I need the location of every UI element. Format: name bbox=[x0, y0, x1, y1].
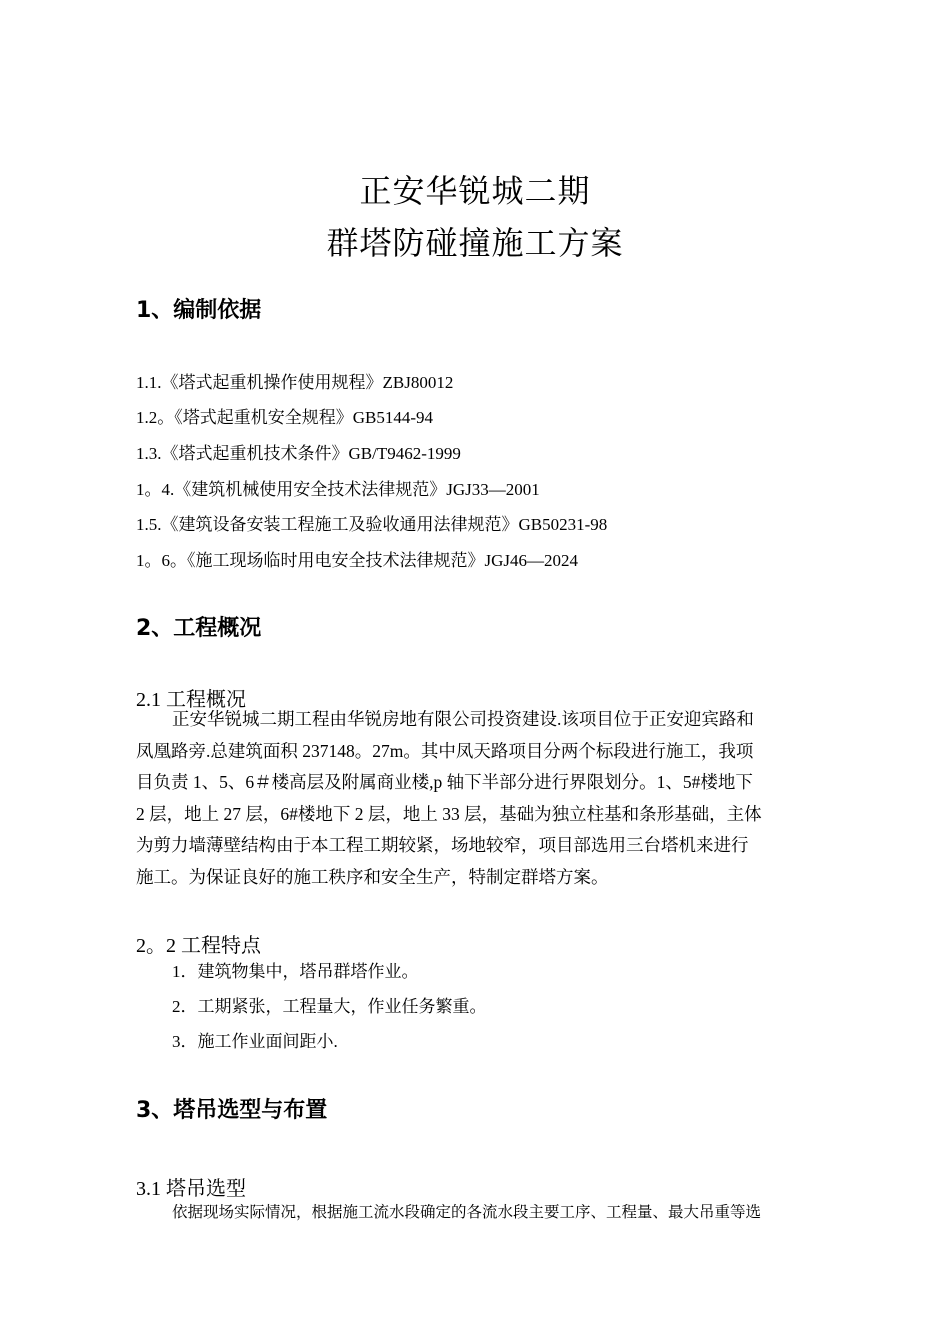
paragraph-line: 凤凰路旁.总建筑面积 237148。27m。其中凤天路项目分两个标段进行施工，我项 bbox=[136, 740, 754, 761]
reference-item: 1.5.《建筑设备安装工程施工及验收通用法律规范》GB50231-98 bbox=[136, 515, 608, 534]
reference-item: 1。6。《施工现场临时用电安全技术法律规范》JGJ46—2024 bbox=[136, 551, 579, 570]
paragraph-line: 目负责 1、5、6＃楼高层及附属商业楼,p 轴下半部分进行界限划分。1、5#楼地下 bbox=[136, 772, 753, 792]
subsection-2-2-heading: 2。2 工程特点 bbox=[136, 935, 261, 957]
document-title-line2: 群塔防碰撞施工方案 bbox=[326, 224, 624, 262]
tower-crane-selection-text: 依据现场实际情况，根据施工流水段确定的各流水段主要工序、工程量、最大吊重等选 bbox=[172, 1204, 762, 1221]
section-1-heading: 1、编制依据 bbox=[136, 298, 262, 323]
paragraph-line: 正安华锐城二期工程由华锐房地有限公司投资建设.该项目位于正安迎宾路和 bbox=[172, 709, 754, 729]
feature-item: 1．建筑物集中，塔吊群塔作业。 bbox=[172, 962, 419, 981]
paragraph-line: 2 层，地上 27 层，6#楼地下 2 层，地上 33 层，基础为独立柱基和条形基础，主体 bbox=[136, 803, 762, 824]
subsection-2-1-heading: 2.1 工程概况 bbox=[136, 689, 246, 711]
project-overview-paragraph bbox=[136, 704, 816, 893]
subsection-3-1-heading: 3.1 塔吊选型 bbox=[136, 1178, 246, 1200]
paragraph-line: 施工。为保证良好的施工秩序和安全生产，特制定群塔方案。 bbox=[136, 866, 609, 887]
section-2-heading: 2、工程概况 bbox=[136, 616, 262, 641]
reference-item: 1.2。《塔式起重机安全规程》GB5144-94 bbox=[136, 408, 434, 427]
reference-item: 1.3.《塔式起重机技术条件》GB/T9462-1999 bbox=[136, 444, 461, 463]
reference-item: 1.1.《塔式起重机操作使用规程》ZBJ80012 bbox=[136, 373, 454, 392]
feature-item: 2．工期紧张，工程量大，作业任务繁重。 bbox=[172, 997, 487, 1016]
paragraph-line: 为剪力墙薄壁结构由于本工程工期较紧，场地较窄，项目部选用三台塔机来进行 bbox=[136, 835, 749, 855]
document-title-line1: 正安华锐城二期 bbox=[359, 172, 591, 210]
reference-item: 1。4.《建筑机械使用安全技术法律规范》JGJ33—2001 bbox=[136, 480, 540, 499]
section-3-heading: 3、塔吊选型与布置 bbox=[136, 1098, 328, 1123]
feature-item: 3．施工作业面间距小. bbox=[172, 1032, 338, 1051]
